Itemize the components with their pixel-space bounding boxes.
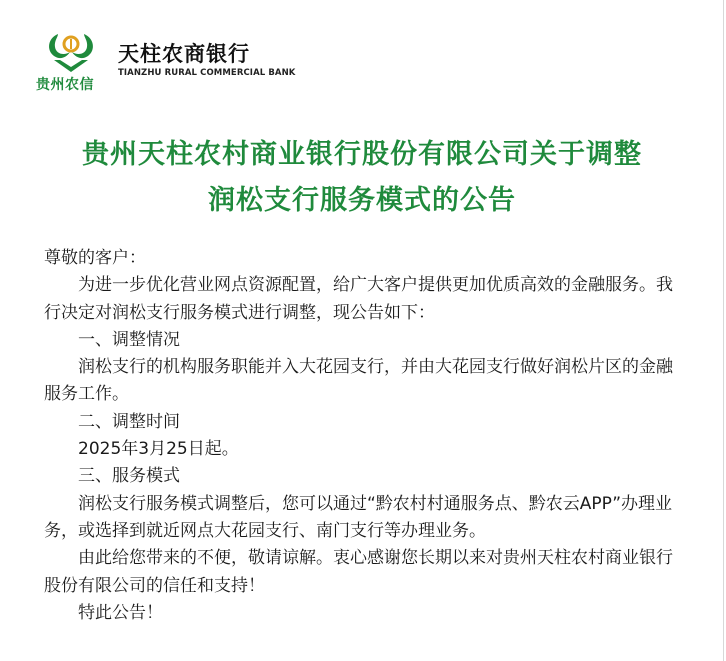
bank-name-english: TIANZHU RURAL COMMERCIAL BANK — [118, 68, 296, 78]
logo-caption: 贵州农信 — [36, 77, 94, 93]
title-line-2: 润松支行服务模式的公告 — [208, 185, 516, 216]
closing-line: 特此公告！ — [78, 602, 163, 623]
title-line-1: 贵州天柱农村商业银行股份有限公司关于调整 — [82, 139, 642, 170]
intro-paragraph: 为进一步优化营业网点资源配置，给广大客户提供更加优质高效的金融服务。我行决定对润松支行服务模式进行调整，现公告如下： — [44, 275, 673, 323]
notice-body — [44, 245, 684, 627]
section-1-heading: 一、调整情况 — [78, 329, 180, 350]
bank-name-chinese: 天柱农商银行 — [118, 42, 250, 66]
section-2-text: 2025年3月25日起。 — [78, 439, 239, 460]
apology-paragraph: 由此给您带来的不便，敬请谅解。衷心感谢您长期以来对贵州天柱农村商业银行股份有限公司的信任和支持！ — [44, 548, 673, 596]
section-1-text: 润松支行的机构服务职能并入大花园支行，并由大花园支行做好润松片区的金融服务工作。 — [44, 357, 673, 405]
salutation: 尊敬的客户： — [44, 248, 146, 268]
notice-title — [0, 132, 724, 224]
section-3-heading: 三、服务模式 — [78, 466, 180, 487]
section-2-heading: 二、调整时间 — [78, 411, 180, 432]
section-3-text: 润松支行服务模式调整后，您可以通过“黔农村村通服务点、黔农云APP”办理业务，或选择到就近网点大花园支行、南门支行等办理业务。 — [44, 493, 673, 541]
bank-header — [36, 30, 336, 100]
bank-logo-icon — [36, 30, 106, 74]
